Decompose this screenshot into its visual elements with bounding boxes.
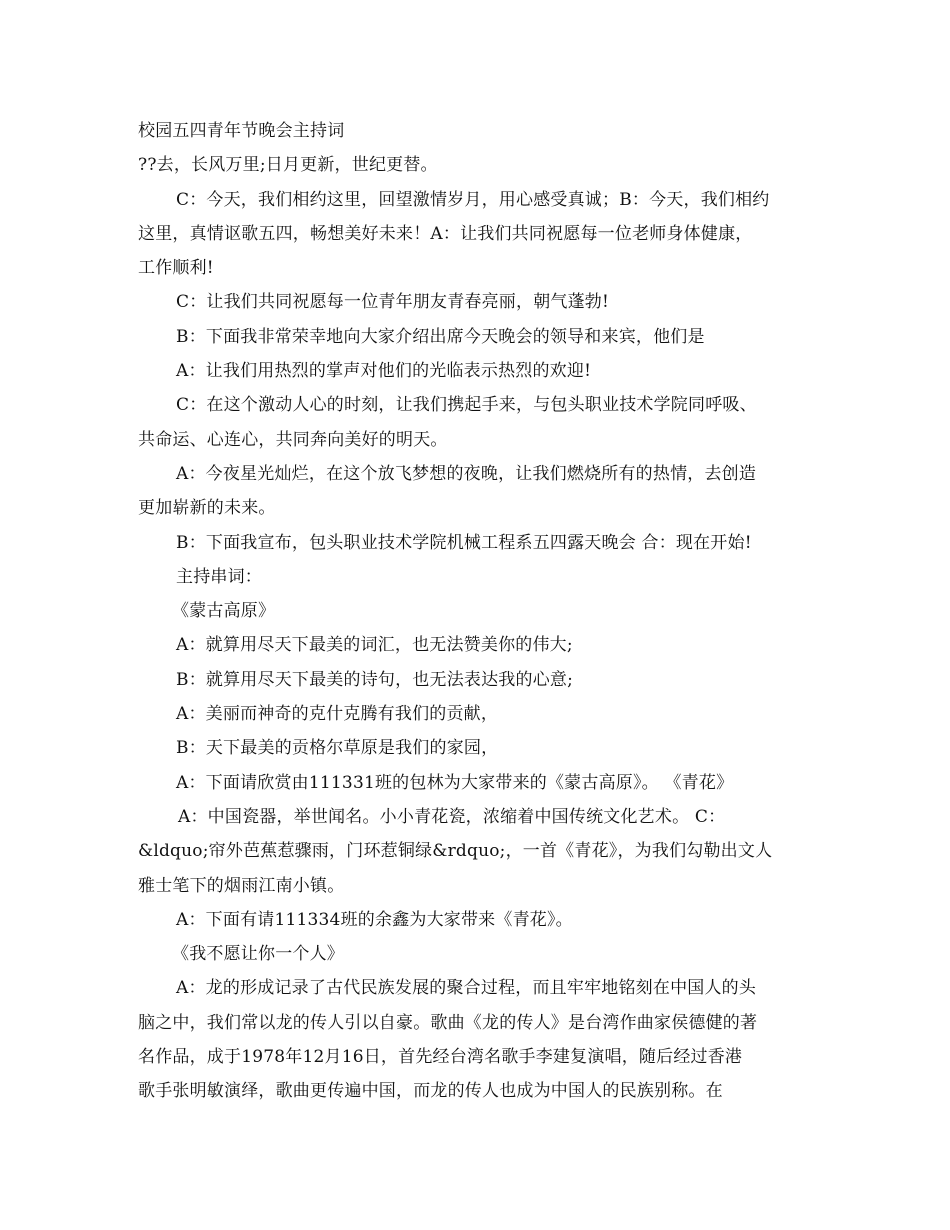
paragraph-line: B：天下最美的贡格尔草原是我们的家园， [176,738,499,759]
paragraph-line: 共命运、心连心，共同奔向美好的明天。 [138,429,448,450]
paragraph-line: A：美丽而神奇的克什克腾有我们的贡献， [176,704,499,725]
section-heading: 主持串词： [176,566,262,587]
paragraph-line: B：就算用尽天下最美的诗句，也无法表达我的心意; [176,669,574,690]
document-body [138,114,814,1109]
paragraph-line: &ldquo;帘外芭蕉惹骤雨，门环惹铜绿&rdquo;，一首《青花》，为我们勾勒出文人 [138,841,773,862]
paragraph-line: A：让我们用热烈的掌声对他们的光临表示热烈的欢迎! [176,361,592,382]
paragraph-line: 这里，真情讴歌五四，畅想美好未来！A：让我们共同祝愿每一位老师身体健康， [138,223,753,244]
paragraph-line: C：让我们共同祝愿每一位青年朋友青春亮丽，朝气蓬勃! [176,292,610,313]
paragraph-line: A：龙的形成记录了古代民族发展的聚合过程，而且牢牢地铭刻在中国人的头 [176,978,757,999]
paragraph-line: 歌手张明敏演绎，歌曲更传遍中国，而龙的传人也成为中国人的民族别称。在 [138,1081,723,1102]
paragraph-line: A：中国瓷器，举世闻名。小小青花瓷，浓缩着中国传统文化艺术。 C： [178,806,726,827]
song-title: 《蒙古高原》 [172,601,276,622]
paragraph-line: C：今天，我们相约这里，回望激情岁月，用心感受真诚；B：今天，我们相约 [176,189,770,210]
paragraph-line: 雅士笔下的烟雨江南小镇。 [138,875,345,896]
document-title: 校园五四青年节晚会主持词 [138,121,345,141]
paragraph-line: 脑之中，我们常以龙的传人引以自豪。歌曲《龙的传人》是台湾作曲家侯德健的著 [138,1012,758,1033]
paragraph-line: A：下面有请111334班的余鑫为大家带来《青花》。 [176,909,573,930]
song-title: 《我不愿让你一个人》 [172,944,344,965]
paragraph-line: B：下面我宣布，包头职业技术学院机械工程系五四露天晚会 合：现在开始! [176,532,752,553]
paragraph-line: B：下面我非常荣幸地向大家介绍出席今天晚会的领导和来宾，他们是 [176,326,705,347]
paragraph-line: A：今夜星光灿烂，在这个放飞梦想的夜晚，让我们燃烧所有的热情，去创造 [176,463,757,484]
paragraph-line: A：下面请欣赏由111331班的包林为大家带来的《蒙古高原》。 《青花》 [176,772,734,793]
paragraph-line: ??去，长风万里;日月更新，世纪更替。 [138,155,438,176]
paragraph-line: C：在这个激动人心的时刻，让我们携起手来，与包头职业技术学院同呼吸、 [176,395,757,416]
paragraph-line: 名作品，成于1978年12月16日，首先经台湾名歌手李建复演唱，随后经过香港 [138,1047,743,1068]
paragraph-line: A：就算用尽天下最美的词汇，也无法赞美你的伟大; [176,635,573,656]
paragraph-line: 更加崭新的未来。 [138,498,276,519]
paragraph-line: 工作顺利! [138,258,214,279]
